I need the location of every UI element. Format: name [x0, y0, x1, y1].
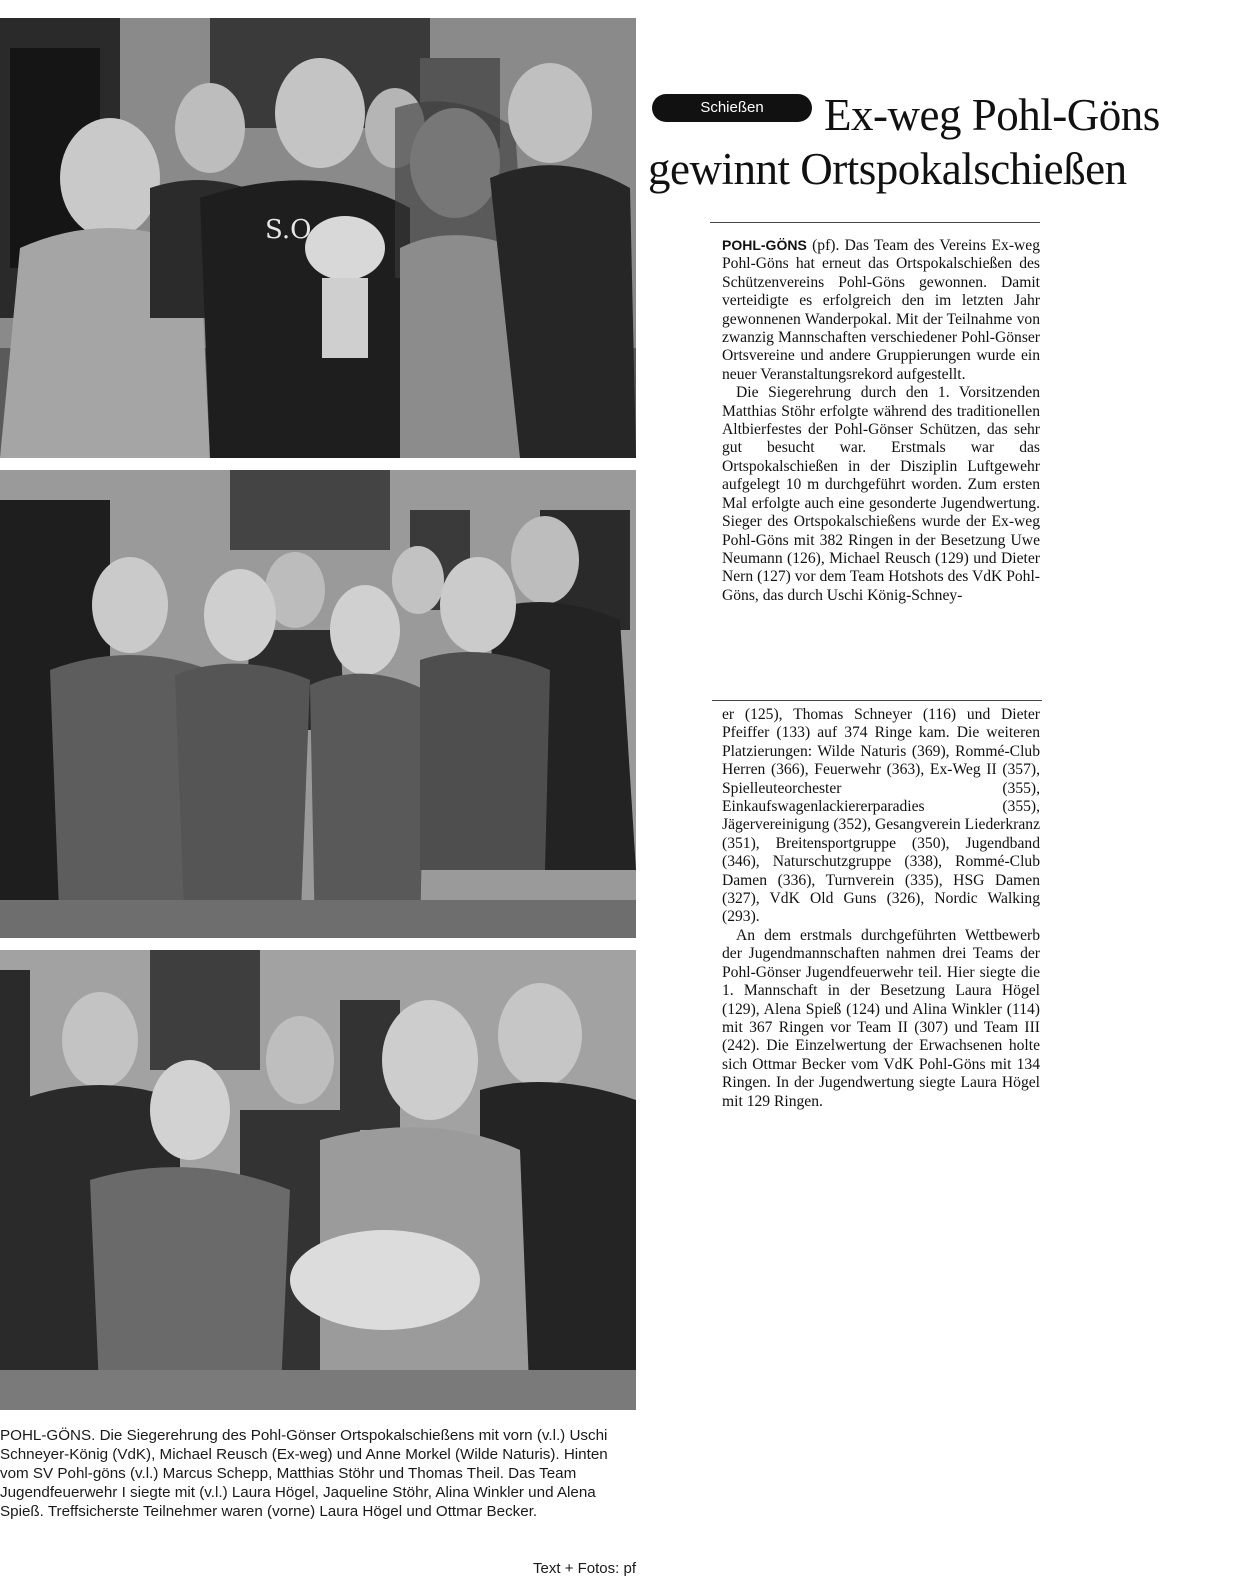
article-paragraph: Die Siegerehrung durch den 1. Vorsitzenden Matthias Stöhr erfolgte während des traditionellen Altbierfestes der Pohl-Gönser Schützen, das sehr gut besucht war. Erstmals war das Ortspokalschießen in der Disziplin Luftgewehr aufgelegt 10 m durchgeführt worden. Zum ersten Mal erfolgte auch eine gesonderte Jugendwertung. Sieger des Ortspokalschießens wurde der Ex-weg Pohl-Göns mit 382 Ringen in der Besetzung Uwe Neumann (126), Michael Reusch (129) und Dieter Nern (127) vor dem Team Hotshots des VdK Pohl-Göns, das durch Uschi König-Schney- — [722, 384, 1040, 604]
headline-title — [648, 88, 1224, 196]
topic-badge: Schießen — [652, 94, 812, 122]
column-divider-rule — [712, 700, 1042, 701]
article-column-2 — [722, 706, 1040, 1111]
photo-best-shooters — [0, 950, 636, 1410]
photo-youth-team — [0, 470, 636, 938]
headline-rule — [710, 222, 1040, 223]
article-paragraph — [722, 236, 1040, 384]
photo-trophy-presentation — [0, 18, 636, 458]
headline-line-1: Ex-weg Pohl-Göns — [824, 90, 1160, 140]
photo-caption — [0, 1426, 636, 1521]
headline-line-2: gewinnt Ortspokalschießen — [648, 144, 1127, 194]
article-lead-text: (pf). Das Team des Vereins Ex-weg Pohl-Göns hat erneut das Ortspokalschießen des Schützenvereins Pohl-Göns gewonnen. Damit verteidigte es erfolgreich den im letzten Jahr gewonnenen Wanderpokal. Mit der Teilnahme von zwanzig Mannschaften verschiedener Pohl-Gönser Ortsvereine und andere Gruppierungen wurde ein neuer Veranstaltungsrekord aufgestellt. — [722, 237, 1040, 383]
photo-caption-text: POHL-GÖNS. Die Siegerehrung des Pohl-Gönser Ortspokalschießens mit vorn (v.l.) Uschi Schneyer-König (VdK), Michael Reusch (Ex-weg) und Anne Morkel (Wilde Naturis). Hinten vom SV Pohl-göns (v.l.) Marcus Schepp, Matthias Stöhr und Thomas Theil. Das Team Jugendfeuerwehr I siegte mit (v.l.) Laura Högel, Jaqueline Stöhr, Alina Winkler und Alena Spieß. Treffsicherste Teilnehmer waren (vorne) Laura Högel und Ottmar Becker. — [0, 1427, 608, 1520]
article-paragraph: er (125), Thomas Schneyer (116) und Dieter Pfeiffer (133) auf 374 Ringe kam. Die weiteren Platzierungen: Wilde Naturis (369), Rommé-Club Herren (366), Feuerwehr (363), Ex-Weg II (357), Spielleuteorchester (355), Einkaufswagenlackiererparadies (355), Jägervereinigung (352), Gesangverein Liederkranz (351), Breitensportgruppe (350), Jugendband (346), Naturschutzgruppe (338), Rommé-Club Damen (336), Turnverein (335), HSG Damen (327), VdK Old Guns (326), Nordic Walking (293). — [722, 706, 1040, 926]
article-dateline: POHL-GÖNS — [722, 237, 807, 253]
photo-credit: Text + Fotos: pf — [533, 1560, 636, 1577]
article-paragraph: An dem erstmals durchgeführten Wettbewerb der Jugendmannschaften nahmen drei Teams der Pohl-Gönser Jugendfeuerwehr teil. Hier siegte die 1. Mannschaft in der Besetzung Laura Högel (129), Alena Spieß (124) und Alina Winkler (114) mit 367 Ringen vor Team II (307) und Team III (242). Die Einzelwertung der Erwachsenen holte sich Ottmar Becker vom VdK Pohl-Göns mit 134 Ringen. In der Jugendwertung siegte Laura Högel mit 129 Ringen. — [722, 926, 1040, 1110]
article-column-1 — [722, 236, 1040, 696]
shirt-print: S.O — [265, 215, 312, 245]
